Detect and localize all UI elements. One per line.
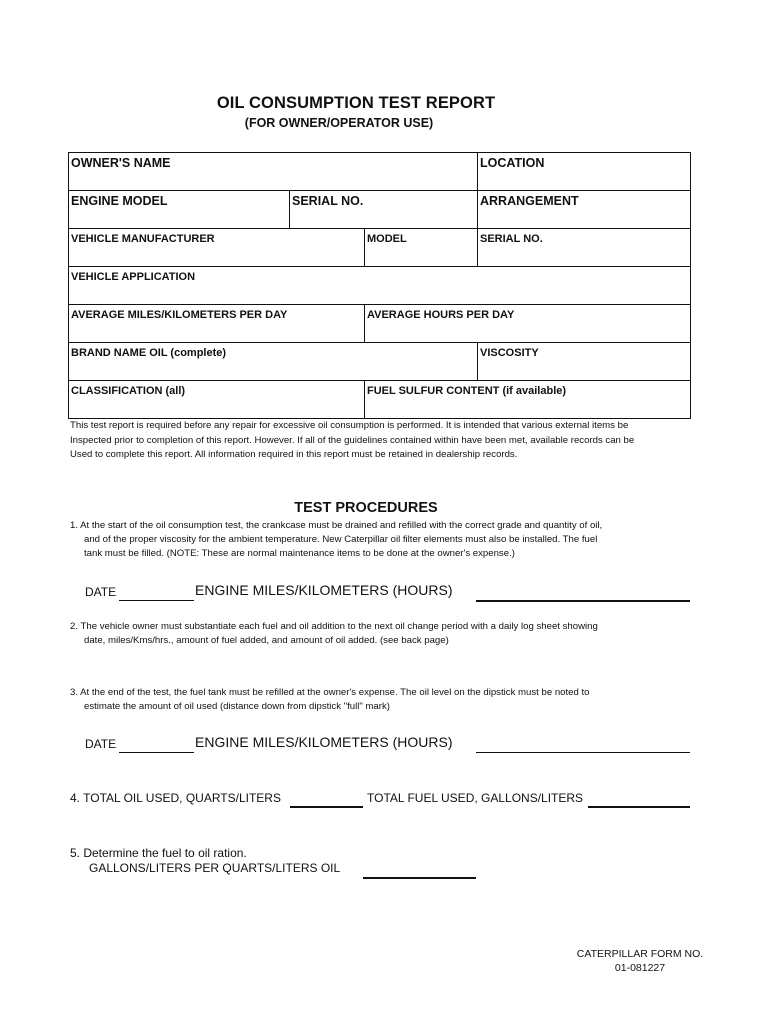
grid-divider bbox=[477, 153, 478, 190]
grid-rule bbox=[69, 266, 690, 267]
step-2-text bbox=[70, 620, 598, 648]
step-line: 1. At the start of the oil consumption test, the crankcase must be drained and refilled with the correct grade and quantity of oil, bbox=[70, 520, 603, 531]
form-subtitle: (FOR OWNER/OPERATOR USE) bbox=[244, 116, 434, 130]
grid-divider bbox=[289, 190, 290, 228]
start-engine-miles-input[interactable] bbox=[476, 600, 690, 602]
grid-rule bbox=[69, 304, 690, 305]
classification-field[interactable]: CLASSIFICATION (all) bbox=[71, 385, 186, 397]
avg-miles-field[interactable]: AVERAGE MILES/KILOMETERS PER DAY bbox=[71, 309, 288, 321]
step-5-row bbox=[70, 846, 695, 886]
notice-line: This test report is required before any repair for excessive oil consumption is performed. It is intended that various external items be bbox=[70, 420, 629, 431]
notice-paragraph bbox=[70, 419, 710, 463]
grid-divider bbox=[364, 228, 365, 266]
ratio-label: GALLONS/LITERS PER QUARTS/LITERS OIL bbox=[89, 861, 341, 875]
total-oil-input[interactable] bbox=[290, 806, 363, 808]
vehicle-manufacturer-field[interactable]: VEHICLE MANUFACTURER bbox=[71, 233, 215, 245]
grid-divider bbox=[364, 304, 365, 342]
form-label: CATERPILLAR FORM NO. bbox=[576, 948, 704, 960]
owner-info-grid bbox=[68, 152, 691, 419]
engine-miles-label: ENGINE MILES/KILOMETERS (HOURS) bbox=[195, 582, 453, 598]
date-label: DATE bbox=[85, 585, 117, 599]
step-line: estimate the amount of oil used (distance down from dipstick "full" mark) bbox=[84, 700, 390, 712]
viscosity-field[interactable]: VISCOSITY bbox=[480, 347, 539, 359]
end-engine-miles-input[interactable] bbox=[476, 752, 690, 753]
step-4-row bbox=[70, 790, 695, 814]
notice-line: Used to complete this report. All information required in this report must be retained in dealership records. bbox=[70, 449, 518, 461]
notice-line: Inspected prior to completion of this report. However. If all of the guidelines contained within have been met, available records can be bbox=[70, 434, 635, 446]
form-number: 01-081227 bbox=[614, 962, 666, 974]
start-date-row bbox=[85, 583, 705, 607]
step-5-instruction: 5. Determine the fuel to oil ration. bbox=[70, 846, 247, 860]
total-fuel-label: TOTAL FUEL USED, GALLONS/LITERS bbox=[367, 791, 584, 805]
total-fuel-input[interactable] bbox=[588, 806, 690, 808]
step-line: 3. At the end of the test, the fuel tank must be refilled at the owner's expense. The oil level on the dipstick must be noted to bbox=[70, 687, 590, 698]
grid-rule bbox=[69, 228, 690, 229]
step-line: and of the proper viscosity for the ambient temperature. New Caterpillar oil filter elements must also be installed. The fuel bbox=[84, 533, 598, 545]
step-3-text bbox=[70, 686, 590, 714]
end-date-input[interactable] bbox=[119, 752, 194, 753]
step-line: tank must be filled. (NOTE: These are normal maintenance items to be done at the owner's expense.) bbox=[84, 547, 515, 559]
total-oil-label: 4. TOTAL OIL USED, QUARTS/LITERS bbox=[70, 791, 281, 805]
grid-divider bbox=[364, 380, 365, 418]
end-date-row bbox=[85, 735, 705, 759]
fuel-sulfur-field[interactable]: FUEL SULFUR CONTENT (if available) bbox=[367, 385, 567, 397]
grid-divider bbox=[477, 190, 478, 228]
grid-rule bbox=[69, 342, 690, 343]
grid-rule bbox=[69, 380, 690, 381]
avg-hours-field[interactable]: AVERAGE HOURS PER DAY bbox=[367, 309, 515, 321]
form-number-footer bbox=[520, 947, 760, 975]
vehicle-model-field[interactable]: MODEL bbox=[367, 233, 407, 245]
grid-divider bbox=[477, 228, 478, 266]
step-line: 2. The vehicle owner must substantiate each fuel and oil addition to the next oil change period with a daily log sheet showing bbox=[70, 621, 598, 632]
brand-name-oil-field[interactable]: BRAND NAME OIL (complete) bbox=[71, 347, 227, 359]
test-procedures-heading: TEST PROCEDURES bbox=[294, 500, 438, 516]
engine-model-field[interactable]: ENGINE MODEL bbox=[71, 194, 168, 208]
start-date-input[interactable] bbox=[119, 600, 194, 601]
location-field[interactable]: LOCATION bbox=[480, 156, 545, 170]
owners-name-field[interactable]: OWNER'S NAME bbox=[71, 156, 171, 170]
arrangement-field[interactable]: ARRANGEMENT bbox=[480, 194, 579, 208]
form-title: OIL CONSUMPTION TEST REPORT bbox=[216, 94, 496, 112]
engine-miles-label: ENGINE MILES/KILOMETERS (HOURS) bbox=[195, 734, 453, 750]
step-1-text bbox=[70, 519, 602, 560]
fuel-oil-ratio-input[interactable] bbox=[363, 877, 476, 879]
grid-divider bbox=[477, 342, 478, 380]
step-line: date, miles/Kms/hrs., amount of fuel added, and amount of oil added. (see back page) bbox=[84, 634, 449, 646]
date-label: DATE bbox=[85, 737, 117, 751]
engine-serial-field[interactable]: SERIAL NO. bbox=[292, 194, 364, 208]
vehicle-serial-field[interactable]: SERIAL NO. bbox=[480, 233, 543, 245]
grid-rule bbox=[69, 190, 690, 191]
vehicle-application-field[interactable]: VEHICLE APPLICATION bbox=[71, 271, 196, 283]
